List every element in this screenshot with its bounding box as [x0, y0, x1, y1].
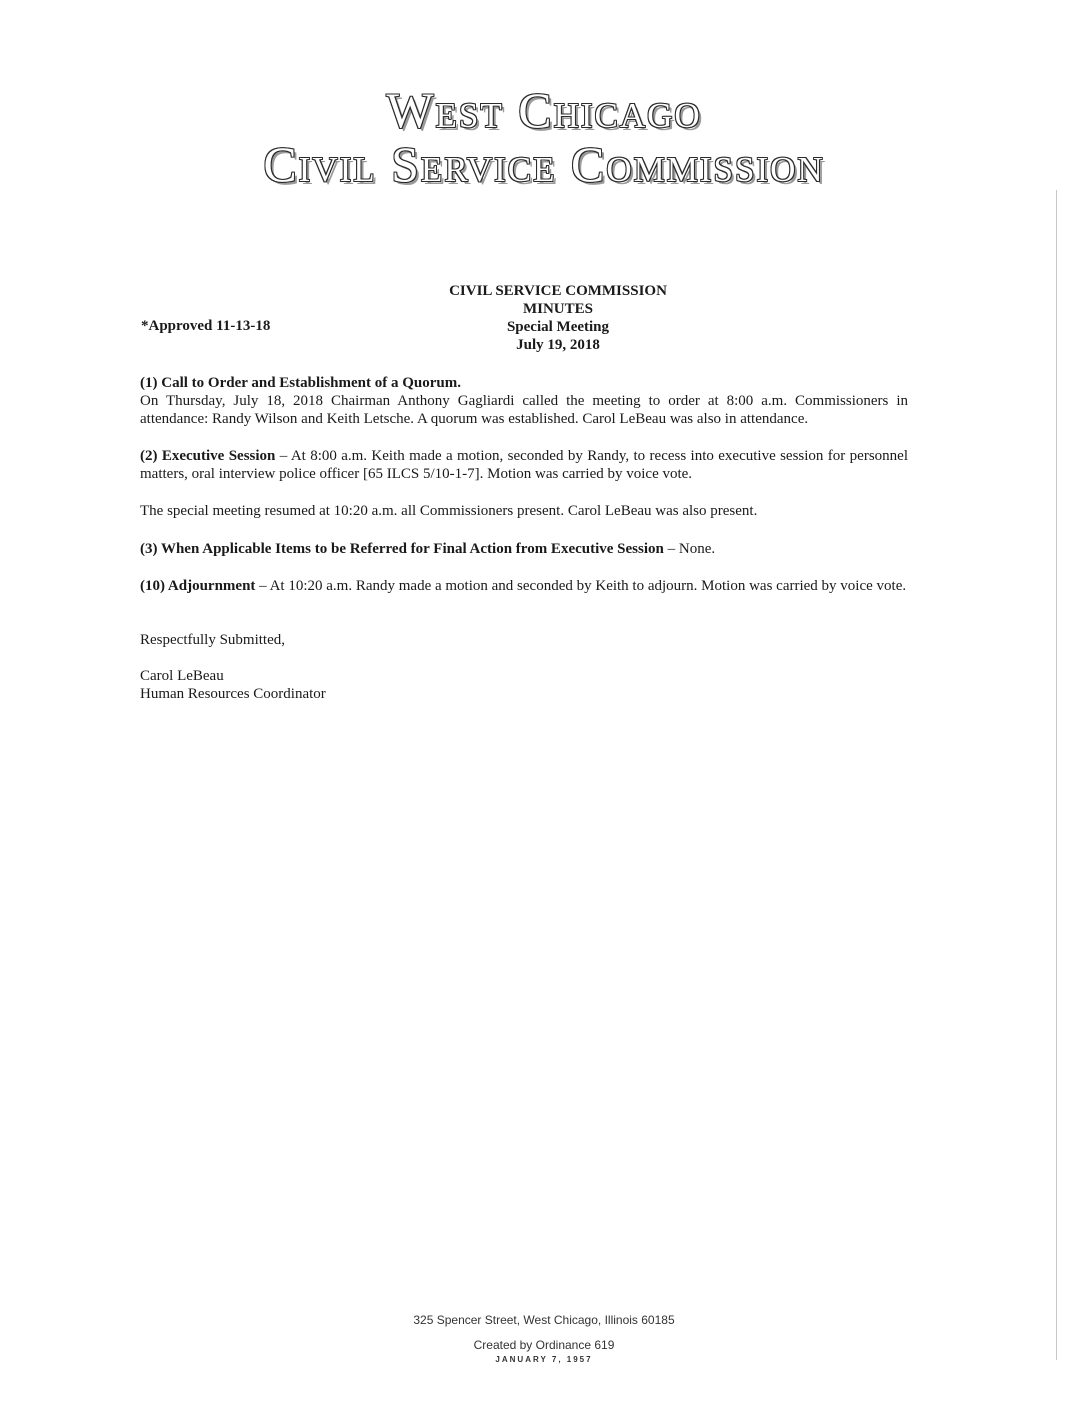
footer-address: 325 Spencer Street, West Chicago, Illinois 60185 [413, 1313, 675, 1327]
section-2-title: (2) Executive Session [140, 448, 276, 464]
masthead-line-2: Civil Service Commission [263, 136, 825, 192]
signer-name: Carol LeBeau [140, 668, 224, 684]
section-2 [140, 447, 908, 483]
section-10-text: – At 10:20 a.m. Randy made a motion and seconded by Keith to adjourn. Motion was carried by voice vote. [255, 578, 907, 594]
section-10 [140, 577, 908, 595]
section-1-text: On Thursday, July 18, 2018 Chairman Anthony Gagliardi called the meeting to order at 8:00 a.m. Commissioners in attendance: Randy Wilson and Keith Letsche. A quorum was established. Carol LeBeau was also in attendance. [140, 393, 908, 427]
closing-respectfully: Respectfully Submitted, [140, 632, 285, 648]
heading-minutes: MINUTES [522, 301, 593, 317]
section-3 [140, 540, 908, 558]
heading-date: July 19, 2018 [516, 337, 600, 353]
section-3-title: (3) When Applicable Items to be Referred for Final Action from Executive Session [140, 541, 664, 557]
masthead-line-1: West Chicago [386, 82, 702, 138]
section-3-text: – None. [663, 541, 716, 557]
section-10-title: (10) Adjournment [140, 578, 256, 594]
footer-date: JANUARY 7, 1957 [495, 1355, 593, 1364]
scan-edge-line [1056, 190, 1057, 1360]
signer-title: Human Resources Coordinator [140, 686, 326, 702]
footer-ordinance: Created by Ordinance 619 [473, 1338, 615, 1352]
resumed-paragraph: The special meeting resumed at 10:20 a.m. all Commissioners present. Carol LeBeau was also present. [140, 503, 758, 519]
heading-commission: CIVIL SERVICE COMMISSION [449, 283, 667, 299]
section-2-text: – At 8:00 a.m. Keith made a motion, seconded by Randy, to recess into executive session for personnel matters, oral interview police officer [65 ILCS 5/10-1-7]. Motion was carried by voice vote. [140, 448, 908, 482]
minutes-heading [380, 282, 736, 354]
approved-note: *Approved 11-13-18 [141, 318, 271, 334]
heading-meeting-type: Special Meeting [506, 319, 610, 335]
section-1-title: (1) Call to Order and Establishment of a Quorum. [140, 375, 461, 391]
